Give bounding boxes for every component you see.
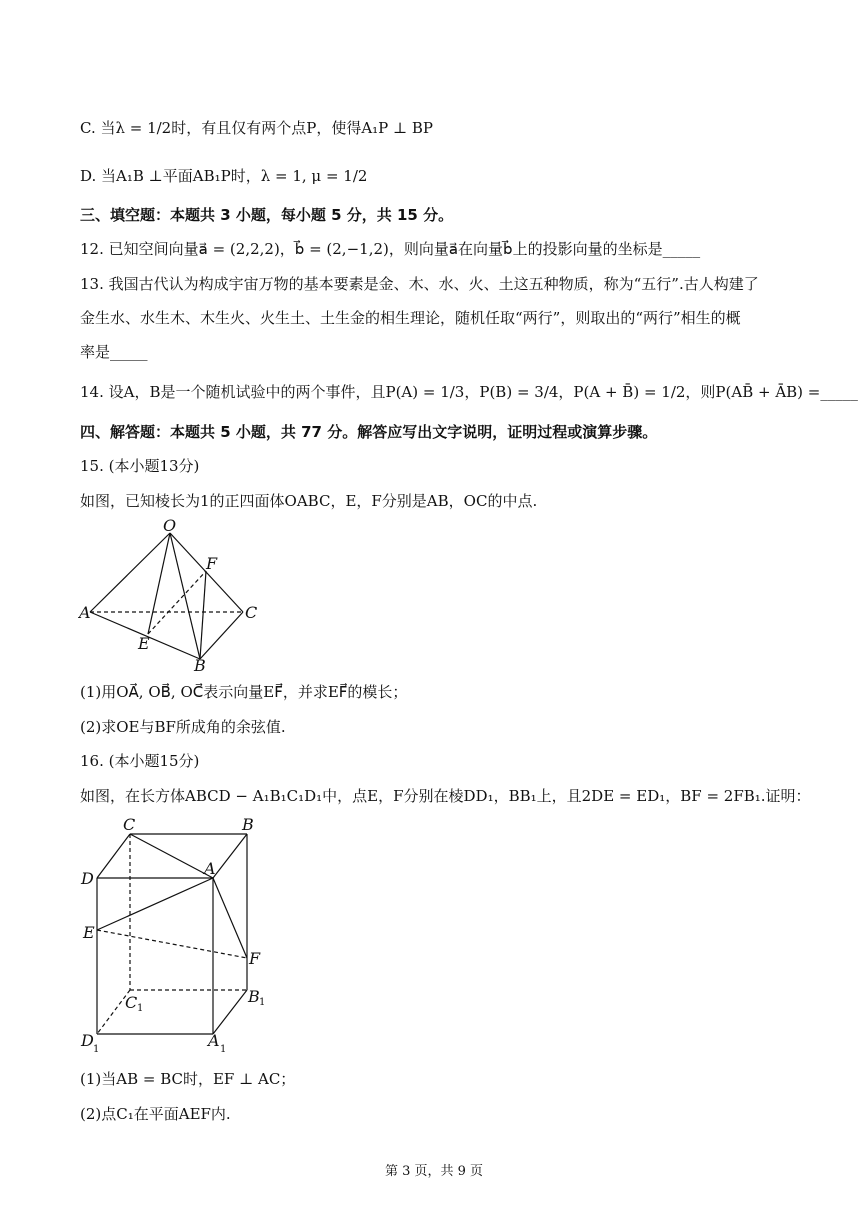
label-A: A [79, 603, 91, 622]
label-B: B [242, 815, 254, 834]
question-14: 14. 设A，B是一个随机试验中的两个事件，且P(A) = 1/3，P(B) = 3/4，P(A + B̄) = 1/2，则P(AB̄ + ĀB) =_____ [80, 383, 858, 401]
question-13-line-2: 金生水、水生木、木生火、火生土、土生金的相生理论，随机任取“两行”，则取出的“两行”相生的概 [80, 309, 741, 327]
question-15-header: 15. (本小题13分) [80, 457, 200, 475]
label-D1-sub: 1 [93, 1044, 100, 1055]
label-B: B [194, 656, 206, 675]
label-E: E [138, 634, 150, 653]
label-C: C [245, 603, 258, 622]
label-A: A [204, 859, 216, 878]
label-F: F [206, 554, 218, 573]
label-D1: D [81, 1031, 94, 1050]
question-16-stem: 如图，在长方体ABCD − A₁B₁C₁D₁中，点E，F分别在棱DD₁，BB₁上，且2DE = ED₁，BF = 2FB₁.证明： [80, 787, 811, 805]
question-16-part-2: (2)点C₁在平面AEF内. [80, 1105, 231, 1123]
label-F: F [249, 949, 261, 968]
option-d: D. 当A₁B ⊥平面AB₁P时，λ = 1, μ = 1/2 [80, 167, 368, 185]
label-C1-sub: 1 [137, 1003, 144, 1014]
label-E: E [83, 923, 95, 942]
cuboid-figure [78, 812, 278, 1057]
page-footer: 第 3 页，共 9 页 [384, 1164, 484, 1179]
label-C1: C [125, 993, 138, 1012]
question-15-part-1: (1)用OA⃗, OB⃗, OC⃗表示向量EF⃗，并求EF⃗的模长； [80, 683, 408, 701]
question-16-part-1: (1)当AB = BC时，EF ⊥ AC； [80, 1070, 296, 1088]
question-15-stem: 如图，已知棱长为1的正四面体OABC，E，F分别是AB，OC的中点. [80, 492, 538, 510]
label-B1: B [248, 987, 260, 1006]
label-O: O [163, 516, 177, 535]
label-A1: A [208, 1031, 220, 1050]
section-4-heading: 四、解答题：本题共 5 小题，共 77 分。解答应写出文字说明，证明过程或演算步骤。 [80, 423, 658, 441]
section-3-heading: 三、填空题：本题共 3 小题，每小题 5 分，共 15 分。 [80, 206, 454, 224]
question-13-line-3: 率是_____ [80, 343, 148, 361]
question-12: 12. 已知空间向量a⃗ = (2,2,2)，b⃗ = (2,−1,2)，则向量a⃗在向量b⃗上的投影向量的坐标是_____ [80, 240, 701, 258]
label-C: C [123, 815, 136, 834]
question-16-header: 16. (本小题15分) [80, 752, 200, 770]
question-15-part-2: (2)求OE与BF所成角的余弦值. [80, 718, 286, 736]
tetrahedron-figure [78, 513, 268, 675]
label-D: D [81, 869, 94, 888]
question-13-line-1: 13. 我国古代认为构成宇宙万物的基本要素是金、木、水、火、土这五种物质，称为“五行”.古人构建了 [80, 275, 759, 293]
label-B1-sub: 1 [259, 997, 266, 1008]
label-A1-sub: 1 [220, 1044, 227, 1055]
option-c: C. 当λ = 1/2时，有且仅有两个点P，使得A₁P ⊥ BP [80, 119, 434, 137]
